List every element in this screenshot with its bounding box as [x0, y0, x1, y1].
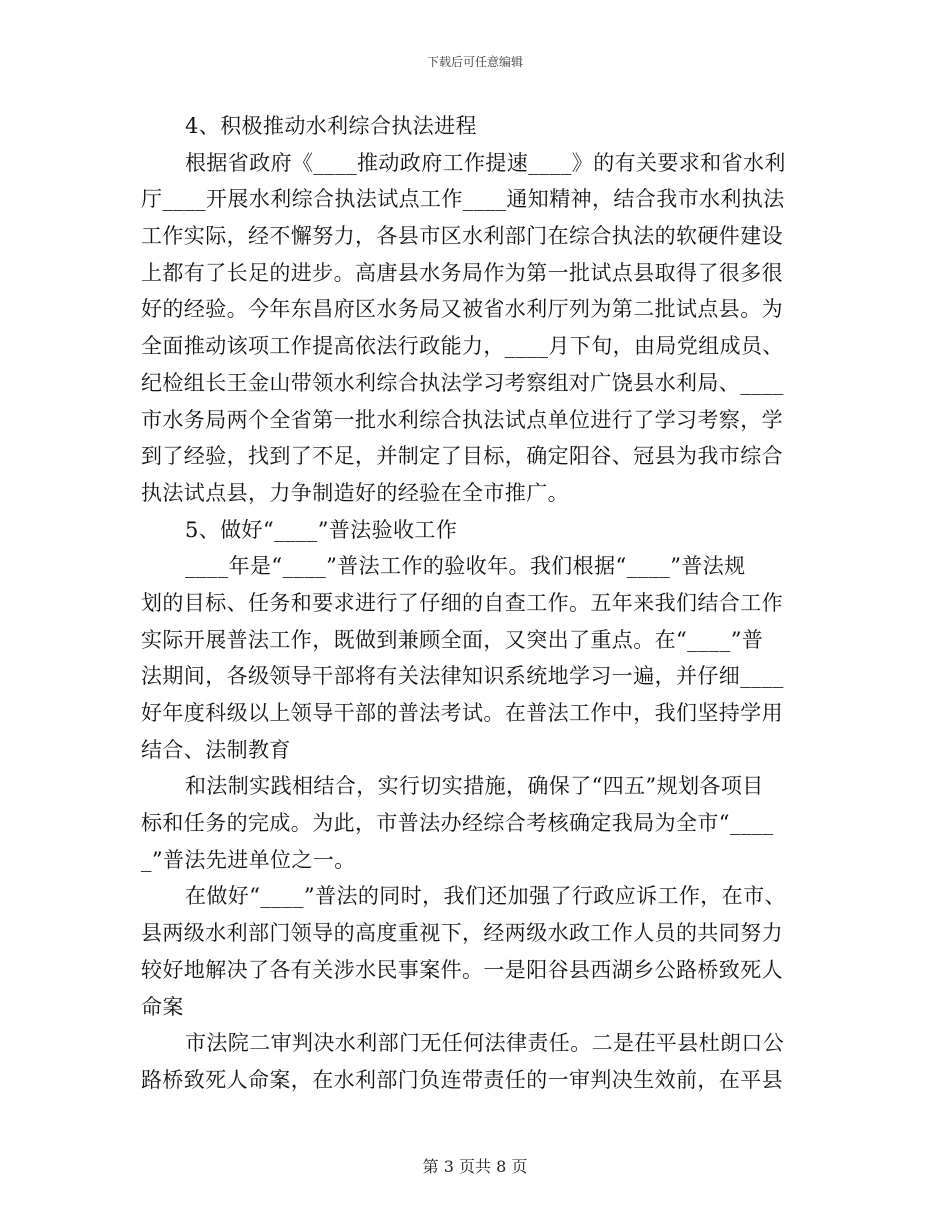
paragraph-line: 工作实际，经不懈努力，各县市区水利部门在综合执法的软硬件建设 — [141, 224, 783, 249]
paragraph-line: 结合、法制教育 — [141, 737, 291, 762]
paragraph-line: 标和任务的完成。为此，市普法办经综合考核确定我局为全市“____ — [141, 811, 774, 836]
page-footer: 第 3 页共 8 页 — [422, 1157, 528, 1176]
paragraph-line: 路桥致死人命案，在水利部门负连带责任的一审判决生效前，在平县 — [141, 1067, 783, 1092]
paragraph-line: 法期间，各级领导干部将有关法律知识系统地学习一遍，并仔细____ — [141, 664, 784, 689]
section-heading-5: 5、做好“____”普法验收工作 — [185, 517, 458, 542]
paragraph-line: 上都有了长足的进步。高唐县水务局作为第一批试点县取得了很多很 — [141, 260, 783, 285]
paragraph-line: 根据省政府《____推动政府工作提速____》的有关要求和省水利 — [185, 150, 786, 175]
paragraph-line: ____年是“____”普法工作的验收年。我们根据“____”普法规 — [185, 554, 746, 579]
paragraph-line: 较好地解决了各有关涉水民事案件。一是阳谷县西湖乡公路桥致死人 — [141, 957, 783, 982]
section-heading-4: 4、积极推动水利综合执法进程 — [185, 114, 477, 138]
paragraph-line: 纪检组长王金山带领水利综合执法学习考察组对广饶县水利局、____ — [141, 370, 784, 395]
paragraph-line: 在做好“____”普法的同时，我们还加强了行政应诉工作，在市、 — [185, 884, 786, 909]
paragraph-line: 好的经验。今年东昌府区水务局又被省水利厅列为第二批试点县。为 — [141, 297, 783, 322]
paragraph-line: 厅____开展水利综合执法试点工作____通知精神，结合我市水利执法 — [141, 187, 785, 212]
paragraph-line: 县两级水利部门领导的高度重视下，经两级水政工作人员的共同努力 — [141, 921, 783, 946]
paragraph-line: _”普法先进单位之一。 — [141, 847, 356, 872]
paragraph-line: 市法院二审判决水利部门无任何法律责任。二是茌平县杜朗口公 — [185, 1031, 785, 1056]
paragraph-line: 到了经验，找到了不足，并制定了目标，确定阳谷、冠县为我市综合 — [141, 444, 783, 469]
paragraph-line: 划的目标、任务和要求进行了仔细的自查工作。五年来我们结合工作 — [141, 590, 783, 615]
paragraph-line: 全面推动该项工作提高依法行政能力，____月下旬，由局党组成员、 — [141, 334, 784, 359]
paragraph-line: 市水务局两个全省第一批水利综合执法试点单位进行了学习考察，学 — [141, 407, 783, 432]
document-body — [141, 108, 797, 1099]
paragraph-line: 实际开展普法工作，既做到兼顾全面，又突出了重点。在“____”普 — [141, 627, 764, 652]
paragraph-line: 和法制实践相结合，实行切实措施，确保了“四五”规划各项目 — [185, 774, 764, 799]
paragraph-line: 好年度科级以上领导干部的普法考试。在普法工作中，我们坚持学用 — [141, 701, 783, 725]
page-header: 下载后可任意编辑 — [426, 55, 523, 69]
paragraph-line: 命案 — [141, 994, 184, 1019]
paragraph-line: 执法试点县，力争制造好的经验在全市推广。 — [141, 480, 569, 505]
